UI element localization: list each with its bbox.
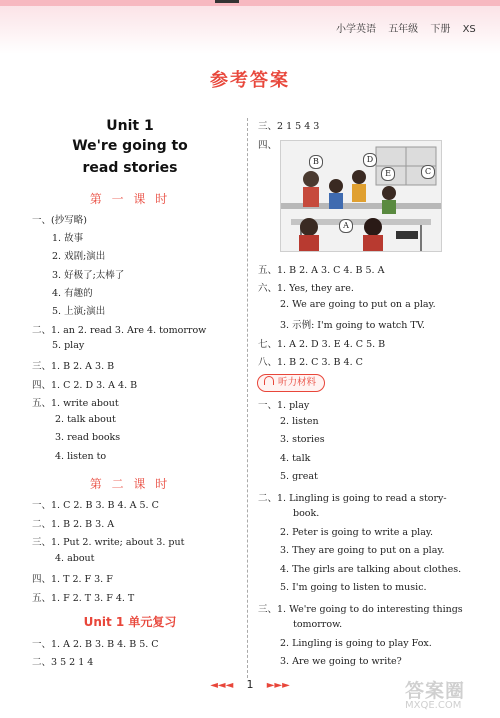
header-grade: 五年级 — [388, 24, 419, 35]
illus-label-d: D — [363, 153, 377, 167]
answer-line: 3. 好极了;太棒了 — [52, 270, 125, 281]
unit-title-line-1: Unit 1 — [106, 118, 154, 134]
answer-line: 一、1. play — [258, 400, 310, 411]
answer-line: 4. about — [55, 553, 95, 564]
answer-line: 八、1. B 2. C 3. B 4. C — [258, 357, 363, 368]
illus-label-b: B — [309, 155, 323, 169]
illus-label-c: C — [421, 165, 435, 179]
watermark-sub: MXQE.COM — [405, 700, 462, 711]
answer-line: 4. The girls are talking about clothes. — [280, 564, 462, 575]
answer-line: 4. listen to — [55, 451, 107, 462]
answer-line: 四、1. C 2. D 3. A 4. B — [32, 380, 138, 391]
unit-title-line-2: We're going to — [72, 138, 188, 154]
answer-line: 三、1. Put 2. write; about 3. put — [32, 537, 185, 548]
answer-line: 3. stories — [280, 434, 325, 445]
answer-line: 二、1. an 2. read 3. Are 4. tomorrow — [32, 325, 207, 336]
answer-line: 3. They are going to put on a play. — [280, 545, 445, 556]
answer-line: 二、1. B 2. B 3. A — [32, 519, 115, 530]
answer-line: 1. 故事 — [52, 233, 84, 244]
unit-title-line-3: read stories — [82, 160, 178, 176]
answer-line: 5. 上演;演出 — [52, 306, 106, 317]
headphones-icon — [264, 376, 274, 385]
answer-line: 3. 示例: I'm going to watch TV. — [280, 320, 425, 331]
column-divider — [247, 118, 248, 678]
page-number: 1 — [246, 678, 254, 691]
answer-line: 5. I'm going to listen to music. — [280, 582, 427, 593]
header-tag — [336, 20, 485, 35]
page-title: 参考答案 — [210, 70, 290, 91]
answer-line: 四、 — [258, 140, 278, 151]
listening-material-tag — [257, 374, 325, 392]
answer-line: 三、1. B 2. A 3. B — [32, 361, 115, 372]
answer-line: 2. 戏剧;演出 — [52, 251, 106, 262]
answer-line: 3. read books — [55, 432, 121, 443]
answer-line: 2. listen — [280, 416, 319, 427]
answer-line: 一、(抄写略) — [32, 215, 87, 226]
answer-line: book. — [293, 508, 320, 519]
answer-line: 四、1. T 2. F 3. F — [32, 574, 113, 585]
answer-line: 5. great — [280, 471, 318, 482]
illus-label-a: A — [339, 219, 353, 233]
top-notch — [215, 0, 239, 3]
lesson-2-heading: 第 二 课 时 — [89, 477, 171, 491]
answer-line: 五、1. F 2. T 3. F 4. T — [32, 593, 135, 604]
header-subject: 小学英语 — [336, 24, 376, 35]
listening-material-label: 听力材料 — [278, 377, 317, 388]
answer-line: 3. Are we going to write? — [280, 656, 402, 667]
prev-page-arrows[interactable]: ◄◄◄ — [210, 680, 234, 691]
header-edition: XS — [462, 24, 476, 35]
answer-line: 七、1. A 2. D 3. E 4. C 5. B — [258, 339, 386, 350]
answer-line: 一、1. A 2. B 3. B 4. B 5. C — [32, 639, 159, 650]
answer-line: 三、2 1 5 4 3 — [258, 121, 320, 132]
answer-line: 二、3 5 2 1 4 — [32, 657, 94, 668]
answer-line: 2. We are going to put on a play. — [280, 299, 436, 310]
classroom-illustration-svg — [281, 141, 441, 251]
answer-line: 2. Peter is going to write a play. — [280, 527, 433, 538]
answer-line: 4. 有趣的 — [52, 288, 93, 299]
illus-label-e: E — [381, 167, 395, 181]
unit-review-heading: Unit 1 单元复习 — [83, 615, 177, 629]
answer-line: 2. talk about — [55, 414, 116, 425]
answer-line: tomorrow. — [293, 619, 343, 630]
answer-line: 五、1. B 2. A 3. C 4. B 5. A — [258, 265, 385, 276]
lesson-1-heading: 第 一 课 时 — [89, 192, 171, 206]
answer-line: 4. talk — [280, 453, 311, 464]
watermark — [405, 676, 495, 714]
classroom-illustration — [280, 140, 442, 252]
answer-line: 二、1. Lingling is going to read a story- — [258, 493, 447, 504]
header-volume: 下册 — [430, 24, 451, 35]
answer-line: 六、1. Yes, they are. — [258, 283, 354, 294]
answer-line: 5. play — [52, 340, 85, 351]
answer-line: 一、1. C 2. B 3. B 4. A 5. C — [32, 500, 159, 511]
watermark-main: 答案圈 — [405, 680, 466, 702]
next-page-arrows[interactable]: ►►► — [266, 680, 290, 691]
answer-line: 三、1. We're going to do interesting things — [258, 604, 463, 615]
answer-line: 2. Lingling is going to play Fox. — [280, 638, 432, 649]
answer-line: 五、1. write about — [32, 398, 119, 409]
